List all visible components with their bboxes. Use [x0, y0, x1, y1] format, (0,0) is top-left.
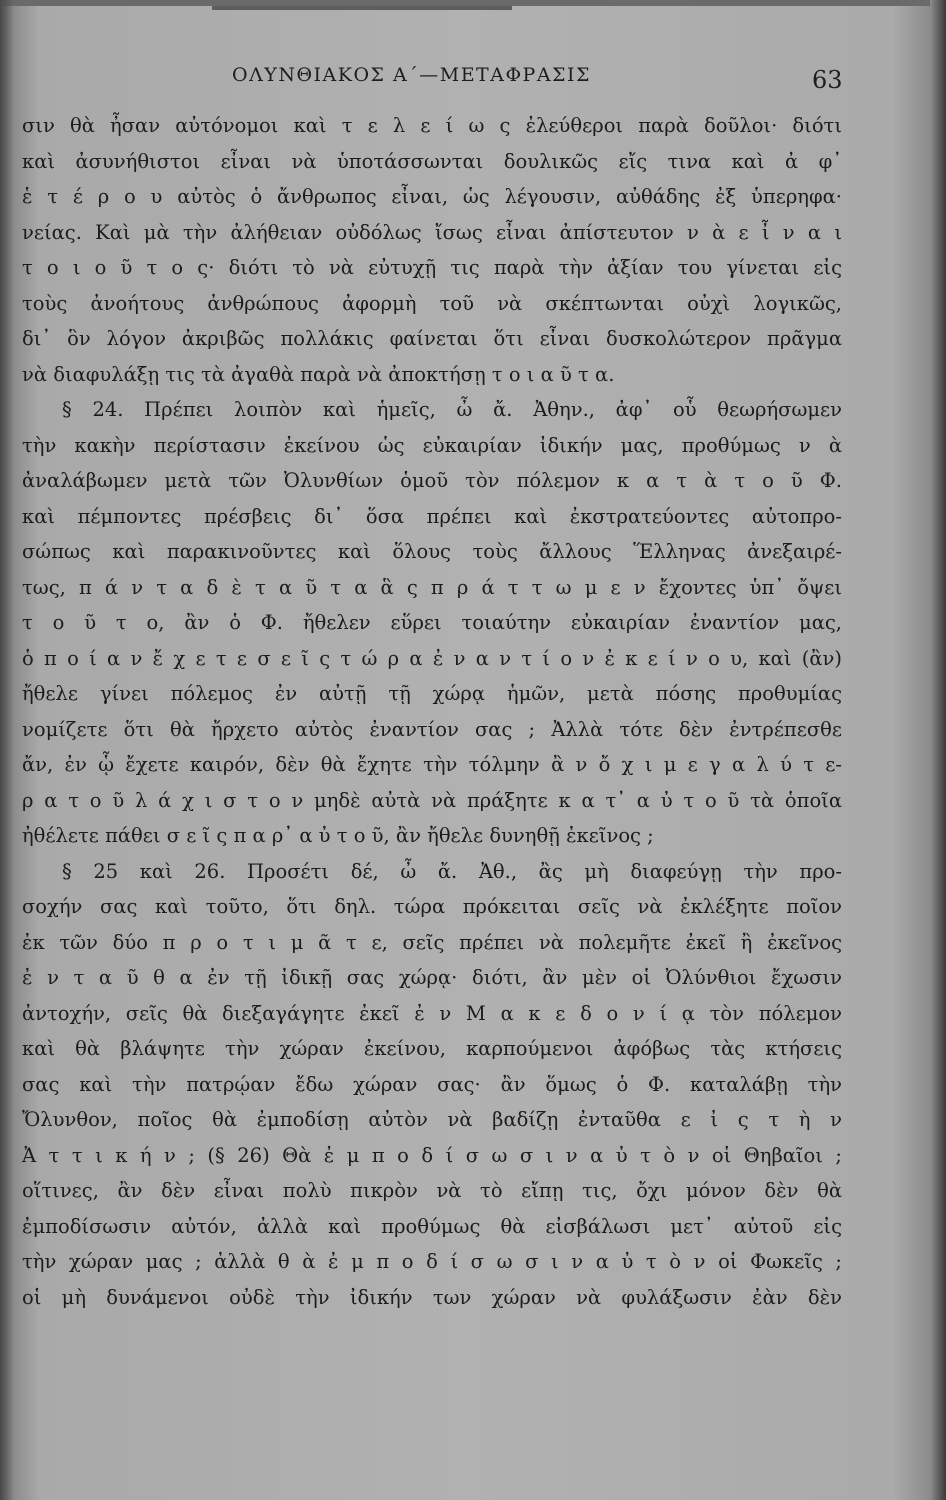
running-head: ΟΛΥΝΘΙΑΚΟΣ Α΄—ΜΕΤΑΦΡΑΣΙΣ	[232, 64, 591, 86]
text-line: ἐμποδίσωσιν αὐτόν, ἀλλὰ καὶ προθύμως θὰ εἰσβάλωσι μετ᾽ αὐτοῦ εἰς	[22, 1214, 842, 1238]
text-line: § 25 καὶ 26. Προσέτι δέ, ὦ ἄ. Ἀθ., ἂς μὴ διαφεύγῃ τὴν προ-	[62, 859, 842, 883]
text-line: ἀναλάβωμεν μετὰ τῶν Ὀλυνθίων ὁμοῦ τὸν πόλεμον κ α τ ὰ τ ο ῦ Φ.	[22, 469, 842, 492]
text-line: ἄν, ἐν ᾧ ἔχετε καιρόν, δὲν θὰ ἔχητε τὴν τόλμην ἂ ν ὄ χ ι μ ε γ α λ ύ τ ε-	[22, 753, 842, 776]
body-text	[22, 108, 842, 1315]
text-line: σοχήν σας καὶ τοῦτο, ὅτι δηλ. τώρα πρόκειται σεῖς νὰ ἐκλέξητε ποῖον	[22, 895, 842, 918]
text-line: καὶ θὰ βλάψητε τὴν χώραν ἐκείνου, καρπούμενοι ἀφόβως τὰς κτήσεις	[22, 1037, 842, 1060]
text-line: ὁ π ο ί α ν ἔ χ ε τ ε σ ε ῖ ς τ ώ ρ α ἐ ν α ν τ ί ο ν ἐ κ ε ί ν ο υ, καὶ (ἂν)	[22, 646, 842, 670]
page-number: 63	[812, 66, 843, 94]
text-line: τοὺς ἀνοήτους ἀνθρώπους ἀφορμὴ τοῦ νὰ σκέπτωνται οὐχὶ λογικῶς,	[22, 291, 842, 315]
text-line: καὶ ἀσυνήθιστοι εἶναι νὰ ὑποτάσσωνται δουλικῶς εἴς τινα καὶ ἀ φ᾽	[22, 149, 842, 173]
text-line: ἠθέλετε πάθει σ ε ῖ ς π α ρ᾽ α ὐ τ ο ῦ, ἂν ἤθελε δυνηθῇ ἐκεῖνος ;	[22, 824, 654, 847]
text-line: ἐ ν τ α ῦ θ α ἐν τῇ ἰδικῇ σας χώρᾳ· διότι, ἂν μὲν οἱ Ὀλύνθιοι ἔχωσιν	[22, 966, 842, 989]
top-rule	[212, 6, 512, 10]
text-line: τὴν χώραν μας ; ἀλλὰ θ ὰ ἐ μ π ο δ ί σ ω σ ι ν α ὐ τ ὸ ν οἱ Φωκεῖς ;	[22, 1250, 842, 1273]
text-line: § 24. Πρέπει λοιπὸν καὶ ἡμεῖς, ὦ ἄ. Ἀθην., ἀφ᾽ οὗ θεωρήσωμεν	[62, 398, 842, 421]
page-header	[0, 62, 946, 96]
text-line: καὶ πέμποντες πρέσβεις δι᾽ ὅσα πρέπει καὶ ἐκστρατεύοντες αὐτοπρο-	[22, 504, 842, 528]
text-line: σώπως καὶ παρακινοῦντες καὶ ὅλους τοὺς ἄλλους Ἕλληνας ἀνεξαιρέ-	[22, 540, 842, 563]
page-gutter-shadow	[0, 0, 14, 1500]
text-line: δι᾽ ὃν λόγον ἀκριβῶς πολλάκις φαίνεται ὅτι εἶναι δυσκολώτερον πρᾶγμα	[22, 327, 842, 350]
text-line: σας καὶ τὴν πατρῴαν ἔδω χώραν σας· ἂν ὅμως ὁ Φ. καταλάβῃ τὴν	[22, 1072, 842, 1096]
text-line: ἀντοχήν, σεῖς θὰ διεξαγάγητε ἐκεῖ ἐ ν Μ α κ ε δ ο ν ί ᾳ τὸν πόλεμον	[22, 1001, 842, 1025]
text-line: τὴν κακὴν περίστασιν ἐκείνου ὡς εὐκαιρίαν ἰδικήν μας, προθύμως ν ὰ	[22, 433, 842, 457]
page-edge-shadow	[930, 0, 946, 1500]
text-line: ἐκ τῶν δύο π ρ ο τ ι μ ᾶ τ ε, σεῖς πρέπει νὰ πολεμῆτε ἐκεῖ ἢ ἐκεῖνος	[22, 930, 842, 954]
text-line: νείας. Καὶ μὰ τὴν ἀλήθειαν οὐδόλως ἴσως εἶναι ἀπίστευτον ν ὰ ε ἶ ν α ι	[22, 220, 842, 244]
text-line: τως, π ά ν τ α δ ὲ τ α ῦ τ α ἃ ς π ρ ά τ τ ω μ ε ν ἔχοντες ὑπ᾽ ὄψει	[22, 575, 842, 599]
text-line: οἵτινες, ἂν δὲν εἶναι πολὺ πικρὸν νὰ τὸ εἴπῃ τις, ὄχι μόνον δὲν θὰ	[22, 1179, 842, 1202]
text-line: τ ο ι ο ῦ τ ο ς· διότι τὸ νὰ εὐτυχῇ τις παρὰ τὴν ἀξίαν του γίνεται εἰς	[22, 256, 842, 279]
text-line: νὰ διαφυλάξῃ τις τὰ ἀγαθὰ παρὰ νὰ ἀποκτήσῃ τ ο ι α ῦ τ α.	[22, 362, 615, 386]
text-line: τ ο ῦ τ ο, ἂν ὁ Φ. ἤθελεν εὕρει τοιαύτην εὐκαιρίαν ἐναντίον μας,	[22, 611, 842, 634]
text-line: οἱ μὴ δυνάμενοι οὐδὲ τὴν ἰδικήν των χώραν νὰ φυλάξωσιν ἐὰν δὲν	[22, 1285, 842, 1309]
text-line: ἑ τ έ ρ ο υ αὐτὸς ὁ ἄνθρωπος εἶναι, ὡς λέγουσιν, αὐθάδης ἐξ ὑπερηφα·	[22, 185, 842, 208]
text-line: νομίζετε ὅτι θὰ ἤρχετο αὐτὸς ἐναντίον σας ; Ἀλλὰ τότε δὲν ἐντρέπεσθε	[22, 717, 842, 741]
text-line: σιν θὰ ἦσαν αὐτόνομοι καὶ τ ε λ ε ί ω ς ἐλεύθεροι παρὰ δοῦλοι· διότι	[22, 114, 842, 137]
text-line: ἤθελε γίνει πόλεμος ἐν αὐτῇ τῇ χώρᾳ ἡμῶν, μετὰ πόσης προθυμίας	[22, 682, 842, 705]
text-line: Ἀ τ τ ι κ ή ν ; (§ 26) Θὰ ἐ μ π ο δ ί σ ω σ ι ν α ὐ τ ὸ ν οἱ Θηβαῖοι ;	[22, 1143, 842, 1167]
text-line: Ὄλυνθον, ποῖος θὰ ἐμποδίσῃ αὐτὸν νὰ βαδίζῃ ἐνταῦθα ε ἰ ς τ ὴ ν	[22, 1108, 842, 1131]
text-line: ρ α τ ο ῦ λ ά χ ι σ τ ο ν μηδὲ αὐτὰ νὰ πράξητε κ α τ᾽ α ὐ τ ο ῦ τὰ ὁποῖα	[22, 788, 842, 812]
